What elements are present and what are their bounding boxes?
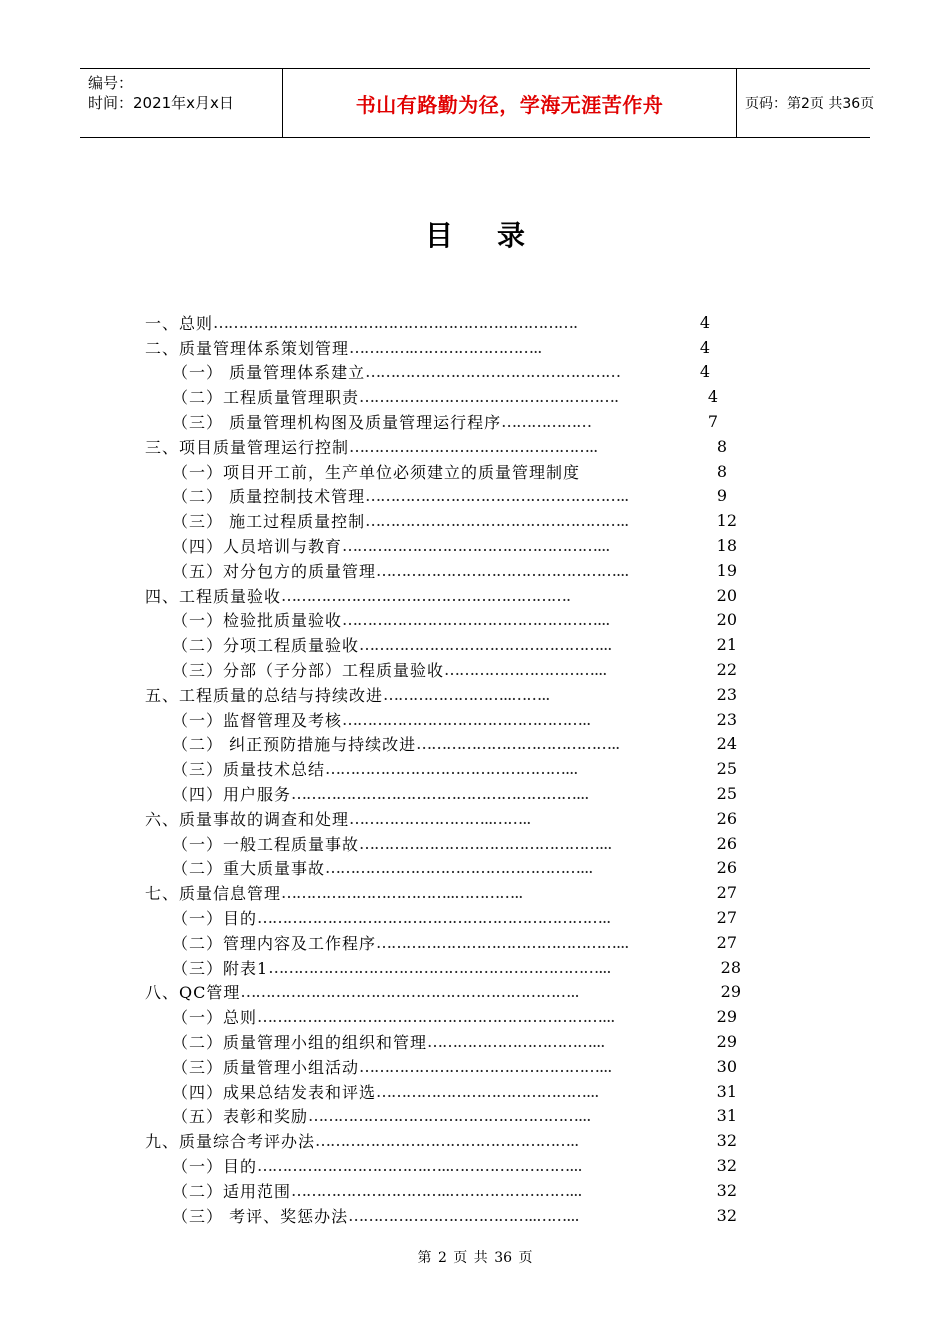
toc-entry-label: （一）目的 [172,909,258,929]
toc-entry[interactable] [172,1104,737,1129]
toc-entry[interactable] [145,1128,737,1153]
toc-entry[interactable] [145,335,710,360]
toc-entry-page: 23 [716,709,737,729]
toc-entry[interactable] [172,1054,737,1079]
toc-entry-label: 五、工程质量的总结与持续改进 [145,685,384,705]
toc-entry-page: 27 [716,883,737,903]
toc-entry-leader: …………………………………………….. [365,486,629,506]
toc-entry[interactable] [172,756,737,781]
toc-entry[interactable] [172,533,737,558]
toc-entry-leader: ……………………………………... [376,1081,599,1101]
toc-entry-leader: ……………………………………………... [342,610,610,630]
page-footer: 第 2 页 共 36 页 [417,1250,533,1266]
toc-entry-leader: ………………………………..……... [348,1205,579,1225]
toc-entry[interactable] [172,707,737,732]
toc-entry-label: （一）一般工程质量事故 [172,834,360,854]
toc-entry-leader: …………………………………………... [325,759,578,779]
toc-entry-leader: ……………………………………………………………... [257,1007,615,1027]
toc-entry-page: 25 [716,759,737,779]
toc-entry-leader: ………………………………………………………….. [240,982,579,1002]
toc-entry-label: （一）项目开工前，生产单位必须建立的质量管理制度 [172,462,581,482]
toc-entry-leader: …………………………………………………... [291,784,589,804]
toc-entry-label: （二）质量管理小组的组织和管理 [172,1033,428,1053]
toc-entry-leader: …………………………………………….. [315,1131,579,1151]
toc-entry-page: 26 [716,808,737,828]
toc-entry-page: 19 [716,560,737,580]
toc-entry-label: （三）分部（子分部）工程质量验收 [172,661,445,681]
toc-entry[interactable] [172,930,737,955]
toc-entry-leader: …………………………………………... [359,635,612,655]
toc-entry-page: 31 [716,1106,737,1126]
toc-entry-label: 二、质量管理体系策划管理 [145,338,350,358]
toc-entry-page: 18 [716,536,737,556]
toc-entry[interactable] [172,360,710,385]
toc-entry-leader: ……………………………... [427,1032,605,1052]
toc-entry-label: （二）适用范围 [172,1181,292,1201]
toc-entry-leader: …………………………………………... [359,1056,612,1076]
toc-entry-page: 8 [716,461,727,481]
toc-entry[interactable] [145,310,710,335]
header-motto-cell [282,69,737,137]
toc-entry-leader: ………………………………………………………………. [213,312,578,332]
toc-entry-label: （二）工程质量管理职责 [172,388,360,408]
toc-entry-page: 12 [716,511,737,531]
toc-entry-label: 三、项目质量管理运行控制 [145,437,350,457]
toc-entry-page: 32 [716,1205,737,1225]
toc-entry[interactable] [172,905,737,930]
toc-entry-leader: …………………………..……………………... [291,1180,582,1200]
toc-entry[interactable] [172,657,737,682]
toc-entry[interactable] [172,732,737,757]
toc-entry-leader: ………………………………………………... [308,1106,591,1126]
toc-entry-leader: ……………………………………………... [342,536,610,556]
toc-entry-page: 30 [716,1056,737,1076]
toc-entry-label: （二）管理内容及工作程序 [172,933,377,953]
document-time-label: 时间：2021年x月x日 [88,94,234,112]
toc-entry-page: 23 [716,684,737,704]
toc-entry[interactable] [172,1029,737,1054]
toc-entry-leader: …………………………….…..……………………... [257,1156,582,1176]
toc-entry-page: 26 [716,833,737,853]
toc-entry-page: 7 [707,412,718,432]
toc-entry[interactable] [172,831,737,856]
toc-entry-label: （三）质量管理小组活动 [172,1057,360,1077]
toc-entry-label: （二） 质量控制技术管理 [172,487,366,507]
toc-entry[interactable] [172,1203,737,1228]
toc-entry-label: （二） 纠正预防措施与持续改进 [172,735,417,755]
toc-entry-label: （三）质量技术总结 [172,760,326,780]
toc-entry[interactable] [145,880,737,905]
toc-entry[interactable] [172,955,741,980]
toc-entry[interactable] [172,409,718,434]
toc-entry-page: 32 [716,1156,737,1176]
toc-entry-label: 九、质量综合考评办法 [145,1132,316,1152]
toc-entry[interactable] [172,632,737,657]
toc-entry-page: 4 [707,387,718,407]
toc-entry-page: 20 [716,610,737,630]
toc-entry-label: （一）检验批质量验收 [172,611,343,631]
toc-entry[interactable] [172,1004,737,1029]
toc-entry-leader: ……………… [501,412,592,432]
toc-entry-page: 25 [716,784,737,804]
title-char-2: 录 [497,219,526,252]
toc-entry[interactable] [172,1153,737,1178]
page-code-text: 页码：第2页 共36页 [745,96,875,112]
toc-entry-label: 六、质量事故的调查和处理 [145,809,350,829]
toc-entry-label: （三） 施工过程质量控制 [172,512,366,532]
toc-entry-leader: ……………………..…….. [383,684,550,704]
toc-entry-page: 4 [699,362,710,382]
toc-entry-leader: ………………………………………….. [342,709,591,729]
document-code-label: 编号： [88,74,134,92]
toc-entry-page: 32 [716,1131,737,1151]
toc-entry-label: （五）表彰和奖励 [172,1107,309,1127]
toc-entry-leader: …………………………………………… [365,362,621,382]
toc-entry-page: 32 [716,1180,737,1200]
toc-entry-label: （四）用户服务 [172,785,292,805]
toc-entry[interactable] [172,384,718,409]
toc-entry-leader: …………………………………………….. [365,511,629,531]
toc-entry[interactable] [172,558,737,583]
toc-entry-page: 27 [716,908,737,928]
motto-text: 书山有路勤为径，学海无涯苦作舟 [355,92,664,117]
toc-entry-leader: ……………………………………………. [359,387,619,407]
toc-entry-leader: ……………………………………………... [325,858,593,878]
toc-entry-page: 31 [716,1081,737,1101]
toc-entry-page: 4 [699,312,710,332]
toc-entry-page: 29 [716,1032,737,1052]
toc-entry-leader: …………………………………………………………... [268,957,611,977]
toc-entry-page: 22 [716,660,737,680]
toc-entry-leader: ………………………………….. [416,734,620,754]
toc-entry-leader: ………………………………………….. [349,436,598,456]
toc-entry-label: （一） 质量管理体系建立 [172,363,366,383]
toc-entry[interactable] [172,1178,737,1203]
toc-entry-leader: …………………………………………………………….. [257,908,611,928]
toc-entry[interactable] [145,682,737,707]
toc-entry-label: 四、工程质量验收 [145,586,282,606]
toc-entry-page: 27 [716,932,737,952]
toc-entry-page: 4 [699,337,710,357]
title-char-1: 目 [424,219,453,252]
toc-entry-label: （一）总则 [172,1008,258,1028]
header-info-cell [80,69,282,137]
toc-entry[interactable] [145,434,727,459]
toc-entry-label: （一）监督管理及考核 [172,710,343,730]
toc-entry-label: （四）人员培训与教育 [172,537,343,557]
toc-entry-page: 28 [720,957,741,977]
toc-entry-page: 21 [716,635,737,655]
toc-entry-label: （一）目的 [172,1157,258,1177]
toc-entry[interactable] [172,508,737,533]
toc-entry-label: （四）成果总结发表和评选 [172,1082,377,1102]
toc-entry-leader: ………………………..…….. [349,808,531,828]
header-page-cell [736,69,875,137]
toc-entry-label: 七、质量信息管理 [145,884,282,904]
toc-entry-leader: …………………………………………………. [281,585,571,605]
toc-entry-page: 24 [716,734,737,754]
toc-entry-leader: …………………………………………... [376,932,629,952]
toc-entry-label: （三） 考评、奖惩办法 [172,1206,349,1226]
toc-entry-label: （二）重大质量事故 [172,859,326,879]
toc-entry[interactable] [172,459,727,484]
toc-entry[interactable] [145,583,737,608]
toc-entry[interactable] [172,856,737,881]
toc-entry-label: （三） 质量管理机构图及质量管理运行程序 [172,413,502,433]
toc-entry[interactable] [145,806,737,831]
toc-entry-leader: ………….…………………….. [349,337,542,357]
toc-entry[interactable] [145,980,741,1005]
toc-entry-page: 9 [716,486,727,506]
toc-entry-label: 八、QC管理 [145,983,241,1003]
toc-entry-label: （五）对分包方的质量管理 [172,561,377,581]
toc-entry-page: 20 [716,585,737,605]
page-title [0,214,950,254]
toc-entry[interactable] [172,781,737,806]
toc-entry-label: （三）附表1 [172,958,269,978]
toc-entry-page: 26 [716,858,737,878]
toc-entry[interactable] [172,1079,737,1104]
toc-entry-leader: …………………………………………... [359,833,612,853]
toc-entry-label: （二）分项工程质量验收 [172,636,360,656]
page-header [80,68,875,138]
toc-entry[interactable] [172,608,737,633]
toc-entry-leader: …………………………………………... [376,560,629,580]
toc-entry-page: 29 [716,1007,737,1027]
toc-entry-leader: ……………………………..………….. [281,883,523,903]
toc-entry-leader: …………………………... [444,660,607,680]
toc-entry-page: 29 [720,982,741,1002]
toc-entry-label: 一、总则 [145,313,214,333]
toc-entry[interactable] [172,484,727,509]
toc-entry-page: 8 [716,436,727,456]
